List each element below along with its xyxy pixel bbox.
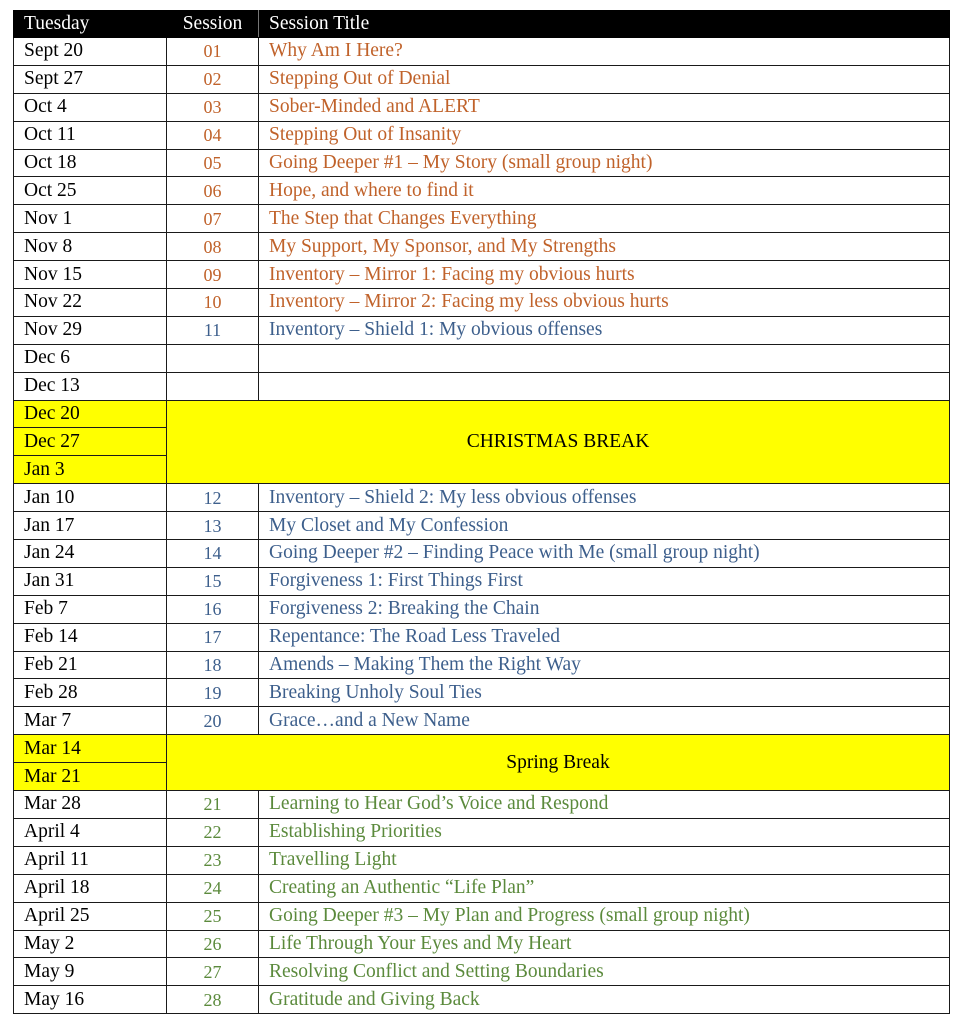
row-session-title: Stepping Out of Denial: [259, 65, 950, 93]
row-session-number: 24: [167, 874, 259, 902]
row-date: Oct 25: [14, 177, 167, 205]
row-session-number: 28: [167, 986, 259, 1014]
table-row: [14, 400, 950, 428]
table-row: [14, 177, 950, 205]
table-row: [14, 484, 950, 512]
row-session-title: Inventory – Mirror 1: Facing my obvious hurts: [259, 261, 950, 289]
table-row: [14, 623, 950, 651]
row-session-number: 13: [167, 512, 259, 540]
row-session-number: [167, 372, 259, 400]
row-date: Dec 13: [14, 372, 167, 400]
table-row: [14, 540, 950, 568]
table-row: [14, 651, 950, 679]
header-row: [14, 11, 950, 38]
row-session-number: 07: [167, 205, 259, 233]
row-date: Mar 28: [14, 791, 167, 819]
row-date: Mar 7: [14, 707, 167, 735]
table-row: [14, 791, 950, 819]
table-row: [14, 289, 950, 317]
header-title: Session Title: [259, 11, 950, 38]
row-date: Mar 21: [14, 763, 167, 791]
row-date: April 18: [14, 874, 167, 902]
row-session-number: 14: [167, 540, 259, 568]
header-session: Session: [167, 11, 259, 38]
row-session-number: 21: [167, 791, 259, 819]
row-date: Feb 14: [14, 623, 167, 651]
table-row: [14, 818, 950, 846]
row-session-title: Creating an Authentic “Life Plan”: [259, 874, 950, 902]
table-row: [14, 567, 950, 595]
row-session-title: Inventory – Mirror 2: Facing my less obvious hurts: [259, 289, 950, 317]
row-date: Nov 15: [14, 261, 167, 289]
table-row: [14, 372, 950, 400]
row-session-number: 01: [167, 38, 259, 66]
row-date: April 11: [14, 846, 167, 874]
row-session-number: 18: [167, 651, 259, 679]
table-row: [14, 846, 950, 874]
row-date: Dec 6: [14, 344, 167, 372]
header-day: Tuesday: [14, 11, 167, 38]
row-date: Feb 7: [14, 595, 167, 623]
row-date: Jan 3: [14, 456, 167, 484]
row-date: Dec 27: [14, 428, 167, 456]
row-date: Mar 14: [14, 735, 167, 763]
row-session-title: My Support, My Sponsor, and My Strengths: [259, 233, 950, 261]
row-session-title: Grace…and a New Name: [259, 707, 950, 735]
row-date: Sept 20: [14, 38, 167, 66]
row-session-title: Repentance: The Road Less Traveled: [259, 623, 950, 651]
row-session-title: Going Deeper #1 – My Story (small group night): [259, 149, 950, 177]
row-session-number: 27: [167, 958, 259, 986]
christmas-break-label: CHRISTMAS BREAK: [167, 400, 950, 484]
table-row: [14, 121, 950, 149]
row-date: Nov 8: [14, 233, 167, 261]
table-row: [14, 986, 950, 1014]
row-date: May 16: [14, 986, 167, 1014]
row-session-title: Stepping Out of Insanity: [259, 121, 950, 149]
row-session-title: Inventory – Shield 2: My less obvious offenses: [259, 484, 950, 512]
row-date: April 4: [14, 818, 167, 846]
row-session-title: Going Deeper #3 – My Plan and Progress (small group night): [259, 902, 950, 930]
row-session-title: Hope, and where to find it: [259, 177, 950, 205]
row-session-number: 08: [167, 233, 259, 261]
table-row: [14, 595, 950, 623]
row-session-title: [259, 372, 950, 400]
row-session-number: 15: [167, 567, 259, 595]
row-session-title: Forgiveness 1: First Things First: [259, 567, 950, 595]
row-date: May 2: [14, 930, 167, 958]
row-session-title: Establishing Priorities: [259, 818, 950, 846]
row-session-number: 25: [167, 902, 259, 930]
row-session-number: 17: [167, 623, 259, 651]
row-session-title: Sober-Minded and ALERT: [259, 93, 950, 121]
row-date: Dec 20: [14, 400, 167, 428]
row-session-number: 19: [167, 679, 259, 707]
row-session-number: 23: [167, 846, 259, 874]
row-session-number: 11: [167, 316, 259, 344]
row-date: Jan 17: [14, 512, 167, 540]
table-row: [14, 679, 950, 707]
row-date: Oct 11: [14, 121, 167, 149]
row-session-title: Life Through Your Eyes and My Heart: [259, 930, 950, 958]
table-row: [14, 344, 950, 372]
row-date: Nov 29: [14, 316, 167, 344]
row-session-number: 05: [167, 149, 259, 177]
row-session-number: 09: [167, 261, 259, 289]
table-row: [14, 261, 950, 289]
table-row: [14, 93, 950, 121]
row-session-title: Inventory – Shield 1: My obvious offenses: [259, 316, 950, 344]
table-row: [14, 233, 950, 261]
row-session-number: 20: [167, 707, 259, 735]
row-date: Jan 24: [14, 540, 167, 568]
table-row: [14, 205, 950, 233]
row-session-number: 26: [167, 930, 259, 958]
table-row: [14, 735, 950, 763]
row-date: April 25: [14, 902, 167, 930]
row-date: May 9: [14, 958, 167, 986]
row-session-title: Going Deeper #2 – Finding Peace with Me (small group night): [259, 540, 950, 568]
row-session-title: Travelling Light: [259, 846, 950, 874]
spring-break-label: Spring Break: [167, 735, 950, 791]
row-date: Feb 28: [14, 679, 167, 707]
row-session-title: The Step that Changes Everything: [259, 205, 950, 233]
row-session-title: Resolving Conflict and Setting Boundaries: [259, 958, 950, 986]
row-session-number: 06: [167, 177, 259, 205]
table-row: [14, 958, 950, 986]
row-session-title: Forgiveness 2: Breaking the Chain: [259, 595, 950, 623]
row-date: Nov 22: [14, 289, 167, 317]
row-session-number: 03: [167, 93, 259, 121]
table-row: [14, 512, 950, 540]
row-date: Sept 27: [14, 65, 167, 93]
row-session-number: [167, 344, 259, 372]
row-session-number: 10: [167, 289, 259, 317]
row-date: Oct 18: [14, 149, 167, 177]
row-session-number: 04: [167, 121, 259, 149]
row-session-title: Gratitude and Giving Back: [259, 986, 950, 1014]
row-date: Nov 1: [14, 205, 167, 233]
table-row: [14, 149, 950, 177]
row-session-title: Why Am I Here?: [259, 38, 950, 66]
row-session-title: Amends – Making Them the Right Way: [259, 651, 950, 679]
row-session-title: Breaking Unholy Soul Ties: [259, 679, 950, 707]
row-session-number: 16: [167, 595, 259, 623]
schedule-table: [13, 10, 950, 1014]
row-date: Jan 10: [14, 484, 167, 512]
row-session-title: Learning to Hear God’s Voice and Respond: [259, 791, 950, 819]
row-session-number: 02: [167, 65, 259, 93]
table-row: [14, 874, 950, 902]
row-date: Feb 21: [14, 651, 167, 679]
row-date: Oct 4: [14, 93, 167, 121]
table-row: [14, 65, 950, 93]
table-row: [14, 902, 950, 930]
row-session-title: My Closet and My Confession: [259, 512, 950, 540]
row-date: Jan 31: [14, 567, 167, 595]
table-row: [14, 38, 950, 66]
table-row: [14, 707, 950, 735]
table-row: [14, 316, 950, 344]
row-session-number: 22: [167, 818, 259, 846]
table-row: [14, 930, 950, 958]
row-session-title: [259, 344, 950, 372]
row-session-number: 12: [167, 484, 259, 512]
